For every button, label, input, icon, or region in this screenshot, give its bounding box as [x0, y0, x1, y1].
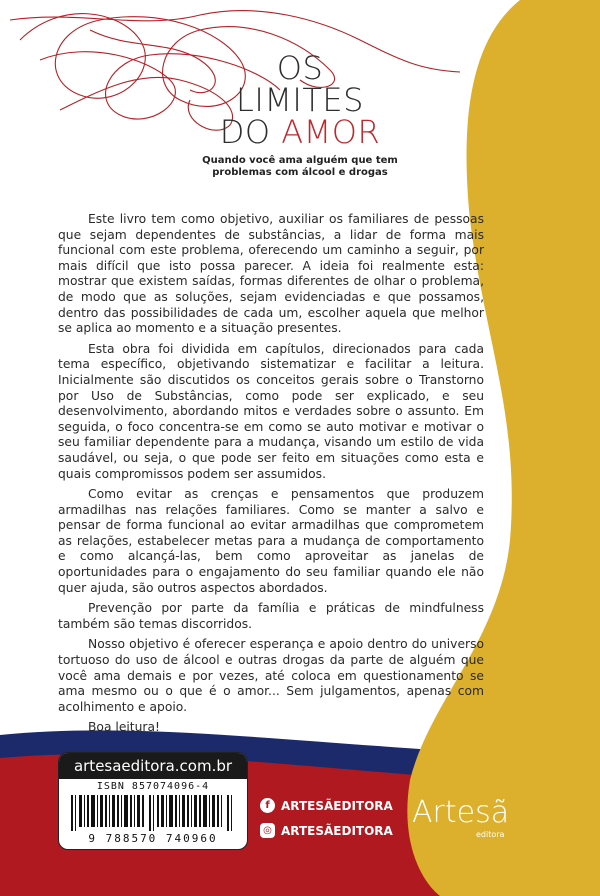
isbn-label: ISBN 857074096-4	[96, 781, 210, 792]
title-line-3-prefix: DO	[219, 113, 282, 151]
paragraph: Prevenção por parte da família e práticas de mindfulness também são temas discorridos.	[58, 601, 484, 631]
publisher-logo: Artesã	[412, 795, 510, 830]
website-url: artesaeditora.com.br	[59, 753, 247, 779]
paragraph: Como evitar as crenças e pensamentos que produzem armadilhas nas relações familiares. Como se manter a salvo e pensar de forma funcional ao evitar armadilhas que comprometem as relações, estabelecer metas para a mudança de comportamento e como alcançá-las, bem como aproveitar as janelas de oportunidades para o engajamento do seu familiar quando ele não quer ajuda, são outros aspectos abordados.	[58, 487, 484, 595]
publisher-logo-sub: editora	[476, 830, 505, 839]
facebook-link[interactable]	[260, 798, 393, 813]
paragraph: Este livro tem como objetivo, auxiliar os familiares de pessoas que sejam dependentes de substâncias, a lidar de forma mais funcional com este problema, oferecendo um caminho a seguir, por mais difícil que isto possa parecer. A ideia foi realmente esta: mostrar que existem saídas, formas diferentes de olhar o problema, de modo que as soluções, sejam evidenciadas e que possamos, dentro das possibilidades de cada um, escolher aquela que melhor se aplica ao momento e a situação presentes.	[58, 212, 484, 336]
title-accent-word: AMOR	[281, 113, 381, 151]
facebook-icon: f	[260, 798, 275, 813]
title-line-2: LIMITES	[236, 81, 364, 119]
book-subtitle: Quando você ama alguém que tem problemas com álcool e drogas	[202, 155, 398, 178]
back-cover-text	[58, 212, 484, 741]
isbn-digits: 9 788570 740960	[88, 832, 218, 845]
title-line-3	[210, 113, 390, 151]
title-line-1: OS	[276, 49, 324, 87]
instagram-link[interactable]	[260, 823, 393, 838]
paragraph: Boa leitura!	[88, 720, 160, 735]
instagram-handle: ARTESÃEDITORA	[281, 823, 393, 838]
book-title	[210, 49, 390, 151]
instagram-icon: ◎	[260, 823, 275, 838]
paragraph: Esta obra foi dividida em capítulos, direcionados para cada tema específico, objetivando sistematizar e facilitar a leitura. Inicialmente são discutidos os conceitos gerais sobre o Transtorno por Uso de Substâncias, como pode ser explicado, e seu desenvolvimento, abordando mitos e verdades sobre o assunto. Em seguida, o foco concentra-se em como se auto motivar e motivar o seu familiar dependente para a mudança, visando um estilo de vida saudável, ou seja, o que pode ser feito em situações como esta e quais compromissos podem ser assumidos.	[58, 341, 484, 481]
isbn-barcode-box	[58, 752, 248, 850]
paragraph: Nosso objetivo é oferecer esperança e apoio dentro do universo tortuoso do uso de álcool e outras drogas da parte de alguém que você ama demais e por vezes, até coloca em questionamento se ama mesmo ou o que é o amor... Sem julgamentos, apenas com acolhimento e apoio.	[58, 637, 484, 714]
facebook-handle: ARTESÃEDITORA	[281, 798, 393, 813]
barcode	[71, 795, 235, 831]
